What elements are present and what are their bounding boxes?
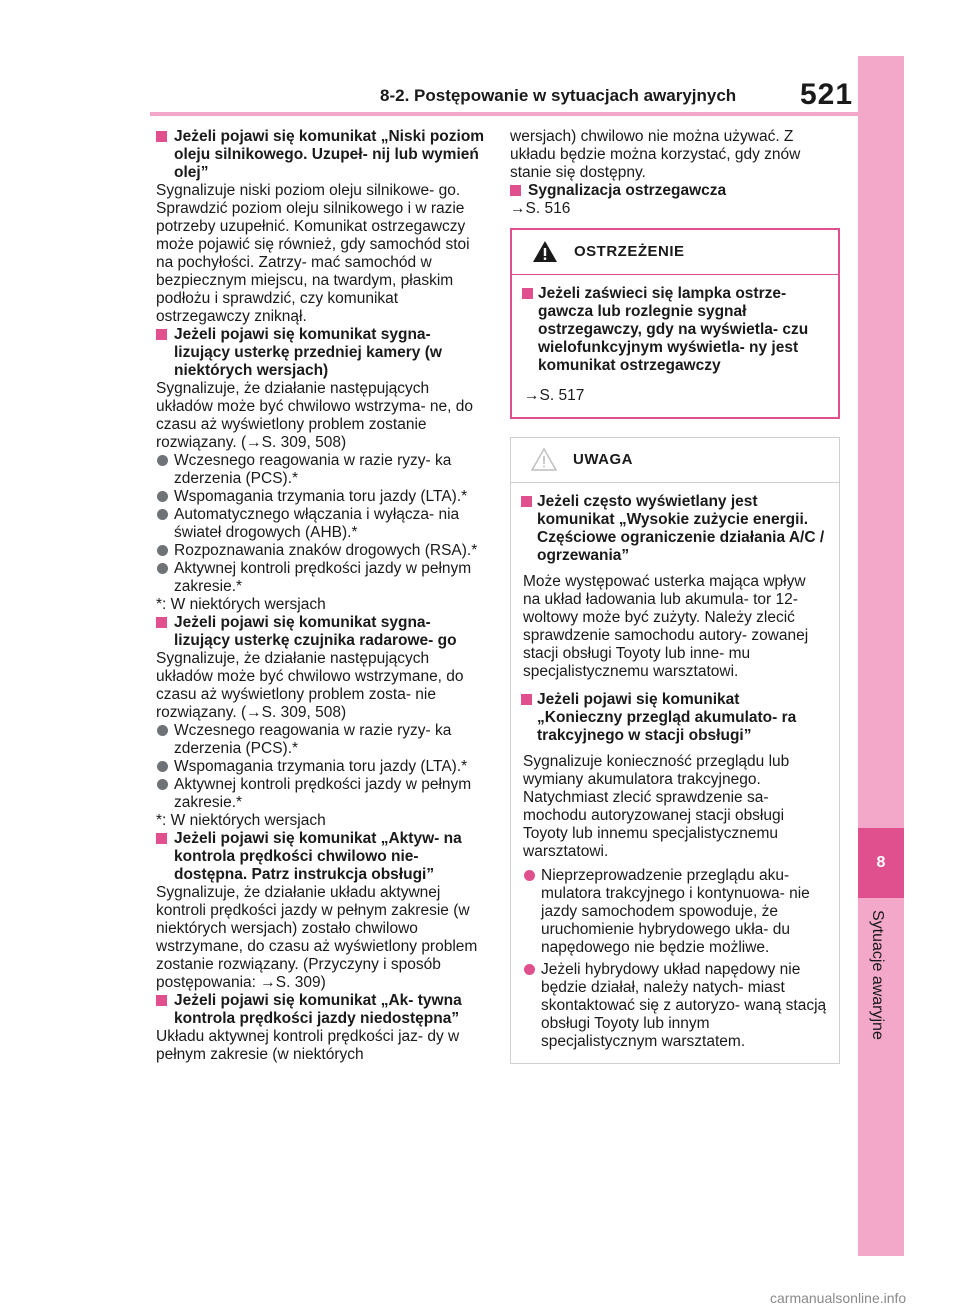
warning-header bbox=[512, 230, 838, 275]
warning-heading: Jeżeli zaświeci się lampka ostrze- gawcza lub rozlegnie sygnał ostrzegawczy, gdy na wyświetla- czu wielofunkcyjnym wyświetla- ny jest komunikat ostrzegawczy bbox=[518, 285, 826, 375]
circle-bullet-icon bbox=[157, 545, 168, 556]
page-reference: →S. 517 bbox=[524, 387, 585, 404]
list-item: Aktywnej kontroli prędkości jazdy w pełnym zakresie.* bbox=[156, 776, 486, 812]
warning-body bbox=[512, 275, 838, 417]
footnote: *: W niektórych wersjach bbox=[156, 812, 326, 829]
section-title: 8-2. Postępowanie w sytuacjach awaryjnych bbox=[380, 86, 737, 105]
left-column bbox=[156, 128, 486, 1064]
list-item: Jeżeli hybrydowy układ napędowy nie będzie działał, należy natych- miast skontaktować się z autoryzo- waną stacją obsługi Toyoty lub innym specjalistycznym warsztatem. bbox=[523, 961, 827, 1051]
list-item: Wczesnego reagowania w razie ryzy- ka zderzenia (PCS).* bbox=[156, 452, 486, 488]
list-item: Nieprzeprowadzenie przeglądu aku- mulatora trakcyjnego i kontynuowa- nie jazdy samochodem spowoduje, że uruchomienie hybrydowego ukła- du napędowego nie będzie możliwe. bbox=[523, 867, 827, 957]
header-rule bbox=[150, 112, 858, 116]
text-low-oil: Sygnalizuje niski poziom oleju silnikowe- go. Sprawdzić poziom oleju silnikowego i w razie potrzeby uzupełnić. Komunikat ostrzegawczy może pojawić się również, gdy samochód stoi na pochyłości. Zatrzy- mać samochód w bezpiecznym miejscu, na twardym, płaskim podłożu i sprawdzić, czy komunikat ostrzegawczy zniknął. bbox=[156, 182, 470, 325]
warning-box bbox=[510, 228, 840, 419]
circle-bullet-icon bbox=[157, 761, 168, 772]
square-bullet-icon bbox=[156, 131, 167, 142]
list-item: Wspomagania trzymania toru jazdy (LTA).* bbox=[156, 758, 486, 776]
text-acc-temporarily-unavailable: Sygnalizuje, że działanie układu aktywnej kontroli prędkości jazdy w pełnym zakresie (w niektórych wersjach) zostało chwilowo wstrzymane, do czasu aż wyświetlony problem zostanie rozwiązany. (Przyczyny i sposób postępowania: →S. 309) bbox=[156, 884, 478, 991]
square-bullet-icon bbox=[522, 288, 533, 299]
footer-brand: carmanualsonline.info bbox=[770, 1290, 907, 1306]
chapter-number: 8 bbox=[858, 828, 904, 898]
text-acc-unavailable: Układu aktywnej kontroli prędkości jaz- dy w pełnym zakresie (w niektórych bbox=[156, 1028, 460, 1063]
list-item: Automatycznego włączania i wyłącza- nia świateł drogowych (AHB).* bbox=[156, 506, 486, 542]
circle-bullet-icon bbox=[157, 725, 168, 736]
square-bullet-icon bbox=[156, 329, 167, 340]
square-bullet-icon bbox=[510, 185, 521, 196]
heading-radar-sensor: Jeżeli pojawi się komunikat sygna- lizujący usterkę czujnika radarowe- go bbox=[156, 614, 486, 650]
caution-header bbox=[511, 438, 839, 483]
caution-title: UWAGA bbox=[573, 451, 633, 468]
list-item: Wspomagania trzymania toru jazdy (LTA).* bbox=[156, 488, 486, 506]
circle-bullet-icon bbox=[157, 563, 168, 574]
circle-bullet-icon bbox=[524, 870, 535, 881]
circle-bullet-icon bbox=[157, 455, 168, 466]
text-continued: wersjach) chwilowo nie można używać. Z układu będzie można korzystać, gdy znów stanie się dostępny. bbox=[510, 128, 801, 181]
square-bullet-icon bbox=[521, 496, 532, 507]
heading-warning-buzzer: Sygnalizacja ostrzegawcza bbox=[510, 182, 840, 200]
list-item: Rozpoznawania znaków drogowych (RSA).* bbox=[156, 542, 486, 560]
square-bullet-icon bbox=[156, 617, 167, 628]
right-column bbox=[510, 128, 840, 1064]
circle-bullet-icon bbox=[524, 964, 535, 975]
footnote: *: W niektórych wersjach bbox=[156, 596, 326, 613]
list-item: Aktywnej kontroli prędkości jazdy w pełnym zakresie.* bbox=[156, 560, 486, 596]
circle-bullet-icon bbox=[157, 491, 168, 502]
heading-acc-unavailable: Jeżeli pojawi się komunikat „Ak- tywna kontrola prędkości jazdy niedostępna” bbox=[156, 992, 486, 1028]
page-reference: →S. 516 bbox=[510, 200, 571, 217]
heading-low-oil: Jeżeli pojawi się komunikat „Niski poziom oleju silnikowego. Uzupeł- nij lub wymień olej” bbox=[156, 128, 486, 182]
chapter-label: Sytuacje awaryjne bbox=[869, 910, 886, 1040]
square-bullet-icon bbox=[521, 694, 532, 705]
text-radar-sensor: Sygnalizuje, że działanie następujących układów może być chwilowo wstrzymane, do czasu aż wyświetlony problem zosta- nie rozwiązany. (→S. 309, 508) bbox=[156, 650, 464, 721]
caution-text: Sygnalizuje konieczność przeglądu lub wymiany akumulatora trakcyjnego. Natychmiast zlecić sprawdzenie sa- mochodu autoryzowanej stacji obsługi Toyoty lub innemu specjalistycznemu warsztatowi. bbox=[523, 753, 790, 860]
heading-acc-temporarily-unavailable: Jeżeli pojawi się komunikat „Aktyw- na kontrola prędkości chwilowo nie- dostępna. Patrz instrukcja obsługi” bbox=[156, 830, 486, 884]
caution-heading: Jeżeli często wyświetlany jest komunikat „Wysokie zużycie energii. Częściowe ograniczenie działania A/C / ogrzewania” bbox=[517, 493, 827, 565]
caution-triangle-icon bbox=[531, 448, 557, 476]
warning-triangle-icon bbox=[532, 240, 558, 268]
page-number: 521 bbox=[800, 78, 854, 111]
square-bullet-icon bbox=[156, 995, 167, 1006]
caution-text: Może występować usterka mająca wpływ na układ ładowania lub akumula- tor 12-woltowy może być zużyty. Należy zlecić sprawdzenie samochodu autory- zowanej stacji obsługi Toyoty lub inne- mu specjalistycznemu warsztatowi. bbox=[523, 573, 809, 680]
text-front-camera: Sygnalizuje, że działanie następujących układów może być chwilowo wstrzyma- ne, do czasu aż wyświetlony problem zostanie rozwiązany. (→S. 309, 508) bbox=[156, 380, 474, 451]
circle-bullet-icon bbox=[157, 779, 168, 790]
side-tab bbox=[858, 56, 904, 1256]
circle-bullet-icon bbox=[157, 509, 168, 520]
caution-body bbox=[511, 483, 839, 1063]
warning-title: OSTRZEŻENIE bbox=[574, 243, 685, 260]
square-bullet-icon bbox=[156, 833, 167, 844]
caution-box bbox=[510, 437, 840, 1064]
caution-heading: Jeżeli pojawi się komunikat „Konieczny przegląd akumulato- ra trakcyjnego w stacji obsługi” bbox=[517, 691, 827, 745]
heading-front-camera: Jeżeli pojawi się komunikat sygna- lizujący usterkę przedniej kamery (w niektórych wersjach) bbox=[156, 326, 486, 380]
list-item: Wczesnego reagowania w razie ryzy- ka zderzenia (PCS).* bbox=[156, 722, 486, 758]
